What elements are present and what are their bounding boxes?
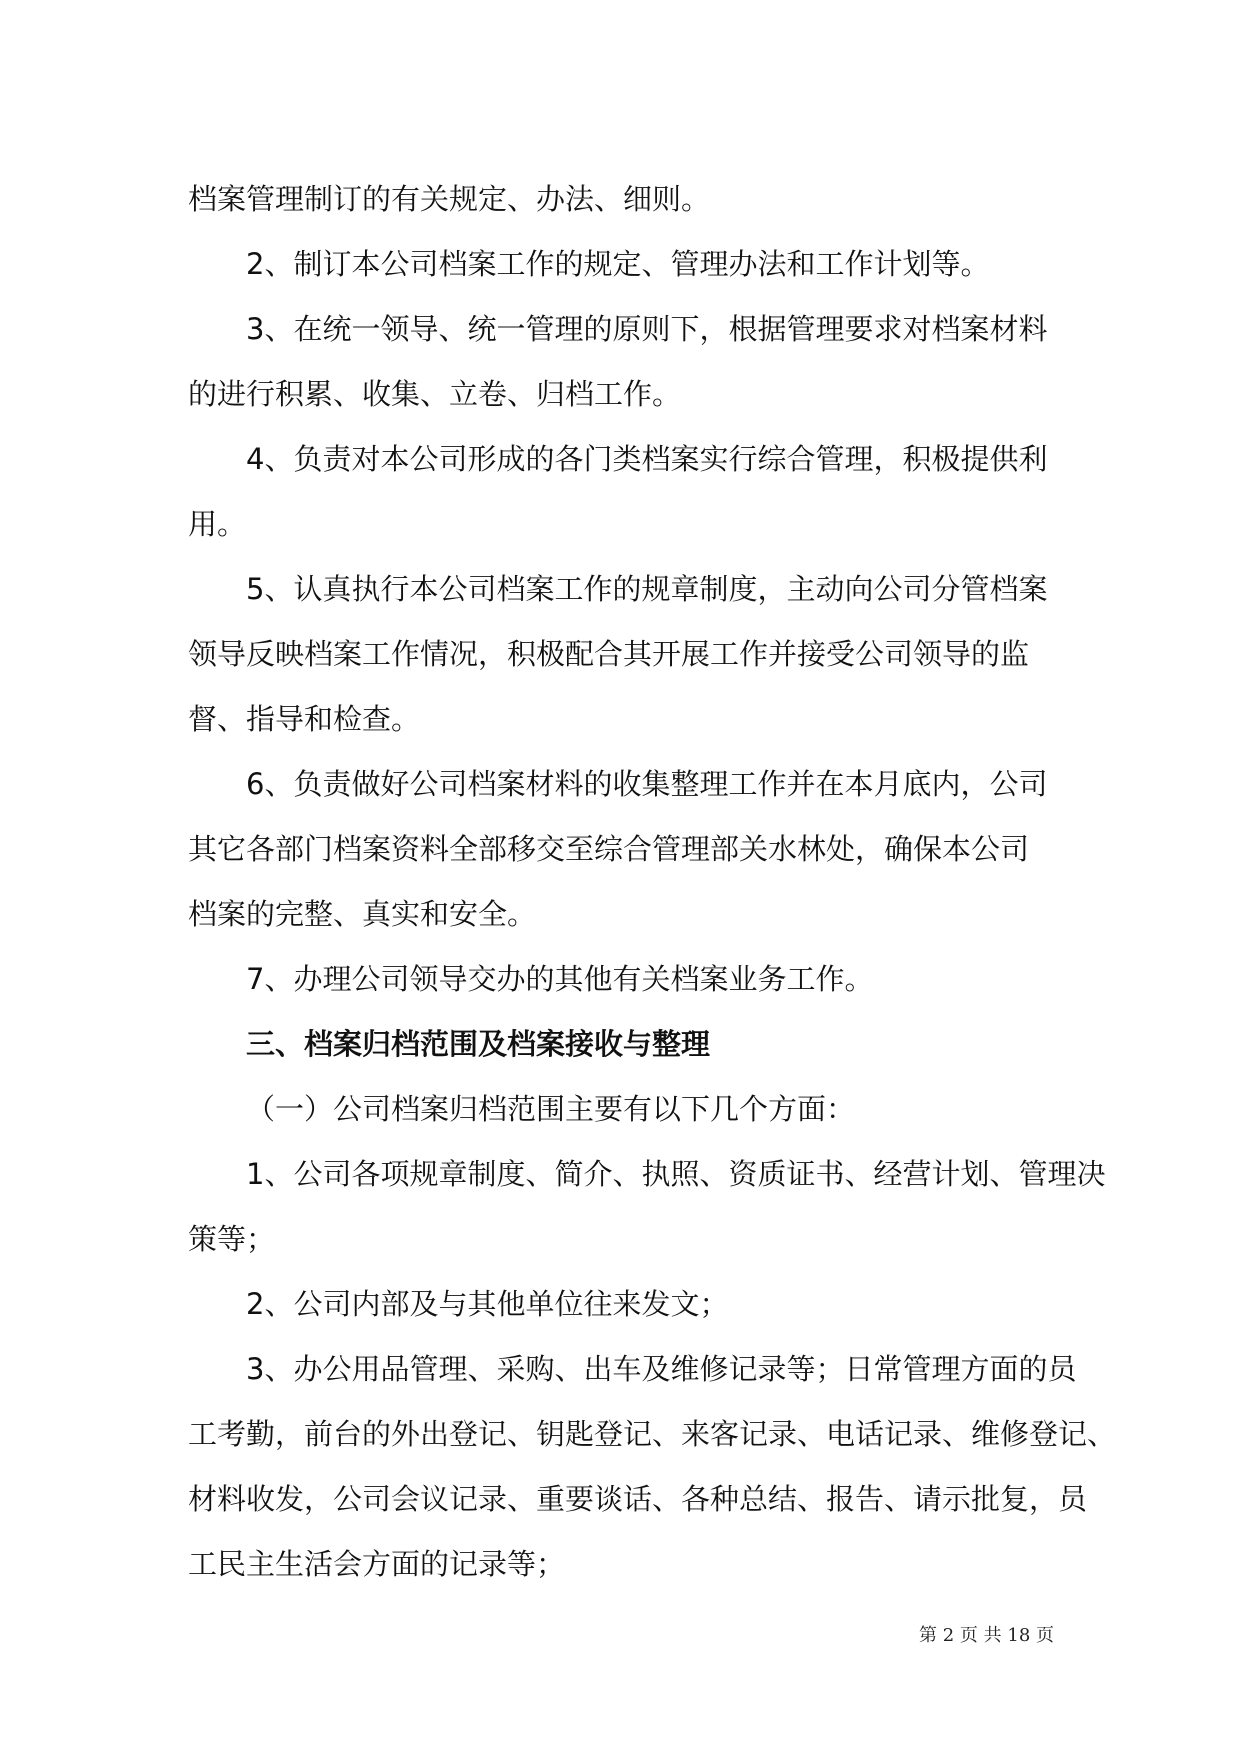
text-line: 7、办理公司领导交办的其他有关档案业务工作。 [246,962,874,996]
text-line: （一）公司档案归档范围主要有以下几个方面： [246,1092,856,1126]
text-line: 2、制订本公司档案工作的规定、管理办法和工作计划等。 [246,247,990,281]
text-line: 策等； [188,1222,276,1256]
page-number-footer: 第 2 页 共 18 页 [919,1625,1054,1646]
text-line: 3、在统一领导、统一管理的原则下，根据管理要求对档案材料 [246,312,1048,346]
text-line: 档案管理制订的有关规定、办法、细则。 [188,182,711,216]
document-body [188,167,1117,1597]
text-line: 1、公司各项规章制度、简介、执照、资质证书、经营计划、管理决 [246,1157,1106,1191]
text-line: 6、负责做好公司档案材料的收集整理工作并在本月底内，公司 [246,767,1048,801]
section-heading: 三、档案归档范围及档案接收与整理 [246,1027,711,1061]
text-line: 2、公司内部及与其他单位往来发文； [246,1287,729,1321]
text-line: 用。 [188,507,247,541]
text-line: 其它各部门档案资料全部移交至综合管理部关水林处，确保本公司 [188,832,1030,866]
text-line: 领导反映档案工作情况，积极配合其开展工作并接受公司领导的监 [188,637,1030,671]
text-line: 档案的完整、真实和安全。 [188,897,537,931]
text-line: 工民主生活会方面的记录等； [188,1547,566,1581]
text-line: 督、指导和检查。 [188,702,421,736]
text-line: 工考勤，前台的外出登记、钥匙登记、来客记录、电话记录、维修登记、 [188,1417,1117,1451]
text-line: 的进行积累、收集、立卷、归档工作。 [188,377,682,411]
text-line: 4、负责对本公司形成的各门类档案实行综合管理，积极提供利 [246,442,1048,476]
text-line: 5、认真执行本公司档案工作的规章制度，主动向公司分管档案 [246,572,1048,606]
text-line: 材料收发，公司会议记录、重要谈话、各种总结、报告、请示批复，员 [188,1482,1088,1516]
text-line: 3、办公用品管理、采购、出车及维修记录等；日常管理方面的员 [246,1352,1077,1386]
